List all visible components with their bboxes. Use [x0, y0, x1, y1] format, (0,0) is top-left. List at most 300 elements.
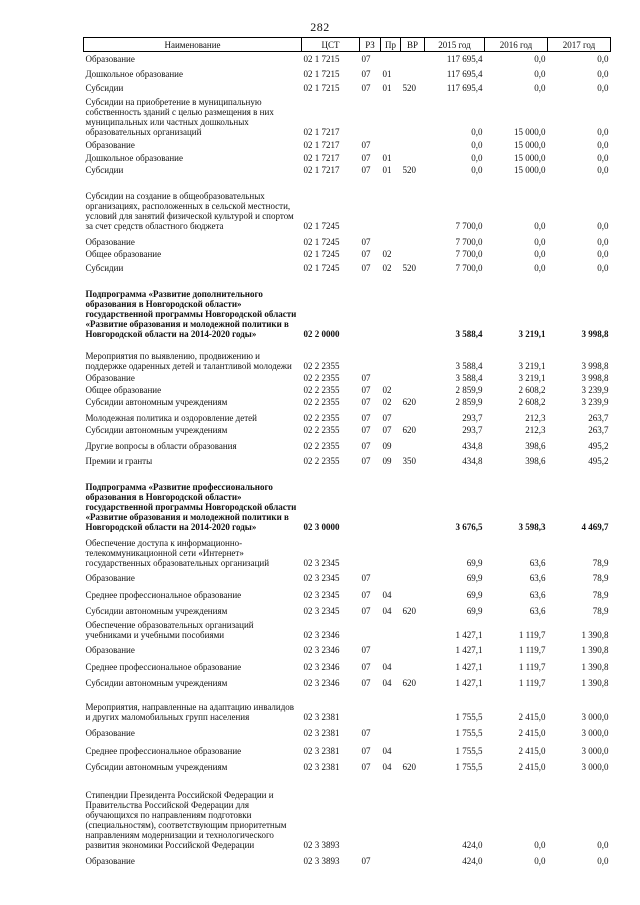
row-rz: 07	[361, 372, 371, 383]
row-name: Субсидии на приобретение в муниципальную собственность зданий с целью размещения в них муниципальных или частных дошкольных образовательных организаций	[85, 96, 274, 137]
row-cst-code: 02 1 7217	[303, 139, 340, 150]
table-row	[84, 435, 611, 451]
row-name: Общее образование	[85, 248, 162, 259]
row-pr	[381, 231, 401, 247]
row-value-2015: 293,7	[462, 412, 483, 423]
row-value-2017: 3 239,9	[581, 384, 609, 395]
row-name: Образование	[85, 236, 135, 247]
row-cst-code: 02 1 7215	[303, 82, 340, 93]
row-value-2015: 3 588,4	[455, 372, 483, 383]
row-pr: 04	[382, 745, 392, 756]
row-cst-code: 02 2 2355	[303, 396, 340, 407]
row-cst-code: 02 3 2346	[303, 661, 340, 672]
row-pr: 04	[382, 589, 392, 600]
row-value-2016: 0,0	[534, 220, 546, 231]
row-pr	[381, 722, 401, 738]
row-value-2017: 0,0	[597, 236, 609, 247]
row-value-2017: 0,0	[597, 839, 609, 850]
table-row	[84, 273, 611, 339]
table-row	[84, 79, 611, 93]
header-name: Наименование	[84, 38, 302, 52]
row-name: Образование	[85, 572, 135, 583]
row-cst-code: 02 1 7245	[303, 236, 340, 247]
row-rz	[360, 688, 381, 722]
row-name: Субсидии	[85, 262, 124, 273]
table-row	[84, 466, 611, 532]
row-rz: 07	[361, 412, 371, 423]
row-value-2017: 3 239,9	[581, 396, 609, 407]
row-cst-code: 02 3 2346	[303, 677, 340, 688]
row-value-2016: 398,6	[525, 440, 546, 451]
row-value-2016: 63,6	[529, 557, 546, 568]
row-value-2015: 1 427,1	[455, 661, 483, 672]
table-row	[84, 772, 611, 850]
row-value-2016: 15 000,0	[514, 126, 546, 137]
row-pr: 04	[382, 661, 392, 672]
row-vr	[401, 722, 425, 738]
row-cst-code: 02 3 2345	[303, 572, 340, 583]
row-value-2015: 434,8	[462, 455, 483, 466]
table-body	[84, 52, 611, 866]
row-cst-code: 02 2 2355	[303, 424, 340, 435]
table-row	[84, 163, 611, 175]
row-cst-code: 02 2 0000	[303, 328, 340, 339]
row-value-2017: 78,9	[592, 557, 609, 568]
row-pr: 02	[382, 396, 392, 407]
row-value-2017: 0,0	[597, 82, 609, 93]
row-rz: 07	[361, 384, 371, 395]
row-pr	[381, 273, 401, 339]
row-name: Подпрограмма «Развитие дополнительного образования в Новгородской области» государственной программы Новгородской области «Развитие образования и молодежной политики в Новгородской области на 2014-2020 годы»	[85, 288, 297, 339]
row-pr: 02	[382, 248, 392, 259]
row-vr: 520	[402, 164, 416, 175]
row-value-2017: 0,0	[597, 855, 609, 866]
row-value-2015: 424,0	[462, 839, 483, 850]
row-pr	[381, 640, 401, 655]
row-value-2015: 1 755,5	[455, 761, 483, 772]
row-value-2015: 7 700,0	[455, 248, 483, 259]
row-rz: 07	[361, 455, 371, 466]
row-value-2016: 3 219,1	[518, 372, 546, 383]
row-name: Образование	[85, 139, 135, 150]
table-row	[84, 371, 611, 383]
row-cst-code: 02 2 2355	[303, 455, 340, 466]
row-cst-code: 02 2 2355	[303, 372, 340, 383]
row-name: Субсидии	[85, 164, 124, 175]
row-rz	[360, 175, 381, 231]
row-pr	[381, 52, 401, 64]
row-value-2015: 3 676,5	[455, 521, 483, 532]
row-name: Субсидии автономным учреждениям	[85, 396, 228, 407]
row-value-2016: 63,6	[529, 572, 546, 583]
table-row	[84, 672, 611, 688]
row-value-2016: 1 119,7	[518, 661, 546, 672]
row-value-2017: 4 469,7	[581, 521, 609, 532]
row-value-2017: 0,0	[597, 126, 609, 137]
row-cst-code: 02 1 7217	[303, 126, 340, 137]
row-vr	[401, 532, 425, 568]
row-value-2016: 2 415,0	[518, 745, 546, 756]
row-value-2015: 69,9	[466, 572, 483, 583]
row-name: Премии и гранты	[85, 455, 153, 466]
header-rz: РЗ	[360, 38, 381, 52]
table-row	[84, 93, 611, 137]
row-vr	[401, 407, 425, 423]
row-cst-code: 02 1 7245	[303, 220, 340, 231]
row-cst-code: 02 2 2355	[303, 412, 340, 423]
page-number: 282	[310, 20, 330, 34]
row-cst-code: 02 3 2381	[303, 727, 340, 738]
row-cst-code: 02 1 7217	[303, 152, 340, 163]
row-vr: 620	[402, 677, 416, 688]
row-value-2015: 117 695,4	[446, 53, 483, 64]
row-value-2016: 2 608,2	[518, 384, 546, 395]
row-rz: 07	[361, 761, 371, 772]
row-value-2016: 3 598,3	[518, 521, 546, 532]
row-rz: 07	[361, 677, 371, 688]
row-pr: 09	[382, 440, 392, 451]
row-cst-code: 02 1 7245	[303, 248, 340, 259]
row-cst-code: 02 2 2355	[303, 360, 340, 371]
row-rz	[360, 466, 381, 532]
row-value-2016: 0,0	[534, 839, 546, 850]
row-rz	[360, 273, 381, 339]
row-value-2017: 0,0	[597, 152, 609, 163]
row-name: Подпрограмма «Развитие профессионального образования в Новгородской области» государственной программы Новгородской области «Развитие образования и молодежной политики в Новгородской области на 2014-2020 годы»	[85, 481, 297, 532]
row-rz: 07	[361, 248, 371, 259]
row-name: Среднее профессиональное образование	[85, 589, 242, 600]
row-value-2015: 3 588,4	[455, 328, 483, 339]
row-value-2017: 0,0	[597, 248, 609, 259]
row-value-2015: 0,0	[471, 164, 483, 175]
row-value-2016: 1 119,7	[518, 677, 546, 688]
table-row	[84, 423, 611, 435]
table-row	[84, 451, 611, 466]
row-value-2015: 1 427,1	[455, 677, 483, 688]
row-vr	[401, 247, 425, 259]
row-pr	[381, 688, 401, 722]
table-row	[84, 395, 611, 407]
header-pr: Пр	[381, 38, 401, 52]
row-value-2015: 424,0	[462, 855, 483, 866]
row-name: Образование	[85, 855, 135, 866]
row-pr: 09	[382, 455, 392, 466]
row-vr	[401, 772, 425, 850]
row-cst-code: 02 3 2381	[303, 711, 340, 722]
row-vr	[401, 371, 425, 383]
row-value-2015: 0,0	[471, 152, 483, 163]
row-name: Дошкольное образование	[85, 152, 183, 163]
header-2017: 2017 год	[548, 38, 611, 52]
row-name: Образование	[85, 372, 135, 383]
row-value-2016: 0,0	[534, 855, 546, 866]
row-value-2017: 0,0	[597, 53, 609, 64]
row-name: Образование	[85, 53, 135, 64]
row-value-2017: 3 000,0	[581, 711, 609, 722]
row-vr	[401, 583, 425, 600]
row-value-2015: 2 859,9	[455, 396, 483, 407]
row-vr	[401, 850, 425, 866]
row-name: Стипендии Президента Российской Федерации и Правительства Российской Федерации для обучающихся по направлениям подготовки (специальностям), соответствующим приоритетным направлениям модернизации и технологического развития экономики Российской Федерации	[85, 789, 287, 850]
row-value-2016: 0,0	[534, 248, 546, 259]
row-rz: 07	[361, 661, 371, 672]
row-rz: 07	[361, 605, 371, 616]
row-value-2016: 398,6	[525, 455, 546, 466]
row-value-2016: 15 000,0	[514, 164, 546, 175]
row-value-2017: 3 000,0	[581, 745, 609, 756]
row-cst-code: 02 3 2346	[303, 644, 340, 655]
row-value-2016: 212,3	[525, 412, 546, 423]
row-name: Субсидии автономным учреждениям	[85, 424, 228, 435]
row-value-2016: 1 119,7	[518, 629, 546, 640]
table-row	[84, 600, 611, 616]
row-pr	[381, 371, 401, 383]
row-pr: 07	[382, 412, 392, 423]
row-rz: 07	[361, 139, 371, 150]
row-vr	[401, 466, 425, 532]
row-vr	[401, 231, 425, 247]
row-value-2015: 0,0	[471, 139, 483, 150]
row-pr	[381, 616, 401, 640]
row-name: Обеспечение образовательных организаций учебниками и учебными пособиями	[85, 619, 254, 640]
table-header-row	[84, 38, 611, 52]
table-row	[84, 568, 611, 583]
row-cst-code: 02 3 3893	[303, 855, 340, 866]
row-value-2017: 3 998,8	[581, 360, 609, 371]
row-value-2017: 495,2	[588, 455, 609, 466]
row-vr	[401, 435, 425, 451]
header-2016: 2016 год	[485, 38, 548, 52]
row-rz	[360, 532, 381, 568]
row-vr: 620	[402, 396, 416, 407]
row-vr: 520	[402, 82, 416, 93]
row-rz: 07	[361, 855, 371, 866]
row-pr	[381, 568, 401, 583]
row-pr: 07	[382, 424, 392, 435]
row-value-2016: 63,6	[529, 589, 546, 600]
table-row	[84, 259, 611, 273]
row-value-2017: 78,9	[592, 605, 609, 616]
row-value-2017: 263,7	[588, 424, 609, 435]
row-name: Мероприятия, направленные на адаптацию инвалидов и других маломобильных групп населения	[85, 701, 295, 722]
table-row	[84, 150, 611, 163]
row-pr	[381, 137, 401, 150]
table-row	[84, 616, 611, 640]
row-rz	[360, 772, 381, 850]
row-pr	[381, 175, 401, 231]
row-pr	[381, 93, 401, 137]
row-pr	[381, 772, 401, 850]
row-pr: 04	[382, 761, 392, 772]
row-rz: 07	[361, 152, 371, 163]
table-row	[84, 383, 611, 395]
row-value-2017: 1 390,8	[581, 677, 609, 688]
row-vr: 620	[402, 761, 416, 772]
row-vr	[401, 616, 425, 640]
header-2015: 2015 год	[425, 38, 485, 52]
row-rz: 07	[361, 236, 371, 247]
row-value-2017: 1 390,8	[581, 644, 609, 655]
row-cst-code: 02 2 2355	[303, 384, 340, 395]
row-name: Образование	[85, 644, 135, 655]
table-row	[84, 407, 611, 423]
row-rz: 07	[361, 424, 371, 435]
row-value-2016: 3 219,1	[518, 360, 546, 371]
row-name: Субсидии автономным учреждениям	[85, 677, 228, 688]
row-rz: 07	[361, 53, 371, 64]
row-value-2017: 0,0	[597, 68, 609, 79]
row-rz: 07	[361, 164, 371, 175]
table-row	[84, 231, 611, 247]
table-row	[84, 850, 611, 866]
row-cst-code: 02 1 7217	[303, 164, 340, 175]
row-pr: 02	[382, 384, 392, 395]
row-value-2015: 117 695,4	[446, 68, 483, 79]
row-pr: 02	[382, 262, 392, 273]
row-vr	[401, 568, 425, 583]
row-rz: 07	[361, 572, 371, 583]
table-row	[84, 688, 611, 722]
row-pr	[381, 532, 401, 568]
row-value-2015: 69,9	[466, 557, 483, 568]
row-rz: 07	[361, 589, 371, 600]
row-value-2015: 69,9	[466, 605, 483, 616]
row-vr	[401, 640, 425, 655]
row-value-2017: 495,2	[588, 440, 609, 451]
row-value-2017: 3 000,0	[581, 761, 609, 772]
table-row	[84, 640, 611, 655]
row-name: Дошкольное образование	[85, 68, 183, 79]
row-value-2017: 1 390,8	[581, 629, 609, 640]
row-value-2017: 0,0	[597, 262, 609, 273]
row-rz: 07	[361, 396, 371, 407]
row-vr	[401, 52, 425, 64]
table-row	[84, 532, 611, 568]
table-row	[84, 175, 611, 231]
row-value-2016: 2 415,0	[518, 711, 546, 722]
row-name: Мероприятия по выявлению, продвижению и поддержке одаренных детей и талантливой молодежи	[85, 350, 292, 371]
row-cst-code: 02 1 7215	[303, 53, 340, 64]
row-value-2017: 3 998,8	[581, 328, 609, 339]
row-pr	[381, 466, 401, 532]
row-value-2015: 434,8	[462, 440, 483, 451]
table-row	[84, 756, 611, 772]
row-value-2015: 69,9	[466, 589, 483, 600]
row-value-2016: 63,6	[529, 605, 546, 616]
row-vr	[401, 175, 425, 231]
row-value-2017: 3 998,8	[581, 372, 609, 383]
row-rz: 07	[361, 82, 371, 93]
row-name: Среднее профессиональное образование	[85, 745, 242, 756]
row-value-2015: 293,7	[462, 424, 483, 435]
row-rz: 07	[361, 440, 371, 451]
table-row	[84, 655, 611, 672]
row-cst-code: 02 3 2345	[303, 589, 340, 600]
row-value-2015: 3 588,4	[455, 360, 483, 371]
row-vr: 620	[402, 424, 416, 435]
row-pr: 01	[382, 68, 392, 79]
row-value-2015: 0,0	[471, 126, 483, 137]
row-vr	[401, 273, 425, 339]
row-vr: 350	[402, 455, 416, 466]
row-pr: 04	[382, 677, 392, 688]
table-row	[84, 722, 611, 738]
row-value-2015: 1 755,5	[455, 711, 483, 722]
table-row	[84, 339, 611, 371]
row-cst-code: 02 3 2381	[303, 745, 340, 756]
row-value-2017: 78,9	[592, 572, 609, 583]
table-row	[84, 583, 611, 600]
row-cst-code: 02 2 2355	[303, 440, 340, 451]
row-cst-code: 02 3 2345	[303, 605, 340, 616]
row-value-2016: 15 000,0	[514, 139, 546, 150]
row-cst-code: 02 3 2381	[303, 761, 340, 772]
row-value-2015: 117 695,4	[446, 82, 483, 93]
table-row	[84, 137, 611, 150]
row-vr	[401, 738, 425, 756]
row-value-2015: 1 427,1	[455, 629, 483, 640]
row-rz: 07	[361, 644, 371, 655]
row-value-2017: 0,0	[597, 139, 609, 150]
row-value-2016: 3 219,1	[518, 328, 546, 339]
row-value-2015: 2 859,9	[455, 384, 483, 395]
row-value-2015: 7 700,0	[455, 220, 483, 231]
row-pr	[381, 339, 401, 371]
row-rz: 07	[361, 68, 371, 79]
row-name: Обеспечение доступа к информационно-телекоммуникационной сети «Интернет» государственных образовательных организаций	[85, 537, 270, 568]
row-vr	[401, 688, 425, 722]
row-value-2017: 0,0	[597, 164, 609, 175]
row-value-2017: 263,7	[588, 412, 609, 423]
row-value-2017: 1 390,8	[581, 661, 609, 672]
row-value-2016: 2 415,0	[518, 761, 546, 772]
budget-table	[83, 37, 611, 866]
row-rz: 07	[361, 262, 371, 273]
row-value-2015: 7 700,0	[455, 262, 483, 273]
row-value-2016: 0,0	[534, 68, 546, 79]
row-vr: 520	[402, 262, 416, 273]
row-value-2015: 1 755,5	[455, 745, 483, 756]
row-value-2017: 78,9	[592, 589, 609, 600]
table-row	[84, 738, 611, 756]
row-value-2017: 0,0	[597, 220, 609, 231]
row-value-2016: 0,0	[534, 53, 546, 64]
header-vr: ВР	[401, 38, 425, 52]
row-name: Субсидии автономным учреждениям	[85, 605, 228, 616]
row-name: Образование	[85, 727, 135, 738]
row-name: Субсидии автономным учреждениям	[85, 761, 228, 772]
row-cst-code: 02 3 2345	[303, 557, 340, 568]
row-name: Другие вопросы в области образования	[85, 440, 237, 451]
row-value-2016: 15 000,0	[514, 152, 546, 163]
row-cst-code: 02 3 0000	[303, 521, 340, 532]
row-cst-code: 02 1 7215	[303, 68, 340, 79]
row-value-2016: 2 415,0	[518, 727, 546, 738]
row-pr	[381, 850, 401, 866]
row-name: Субсидии	[85, 82, 124, 93]
row-vr	[401, 655, 425, 672]
row-rz: 07	[361, 727, 371, 738]
row-vr	[401, 93, 425, 137]
table-row	[84, 52, 611, 64]
row-value-2015: 1 427,1	[455, 644, 483, 655]
row-cst-code: 02 3 2346	[303, 629, 340, 640]
row-value-2017: 3 000,0	[581, 727, 609, 738]
row-vr	[401, 383, 425, 395]
row-pr: 01	[382, 164, 392, 175]
row-value-2016: 1 119,7	[518, 644, 546, 655]
row-value-2016: 0,0	[534, 236, 546, 247]
